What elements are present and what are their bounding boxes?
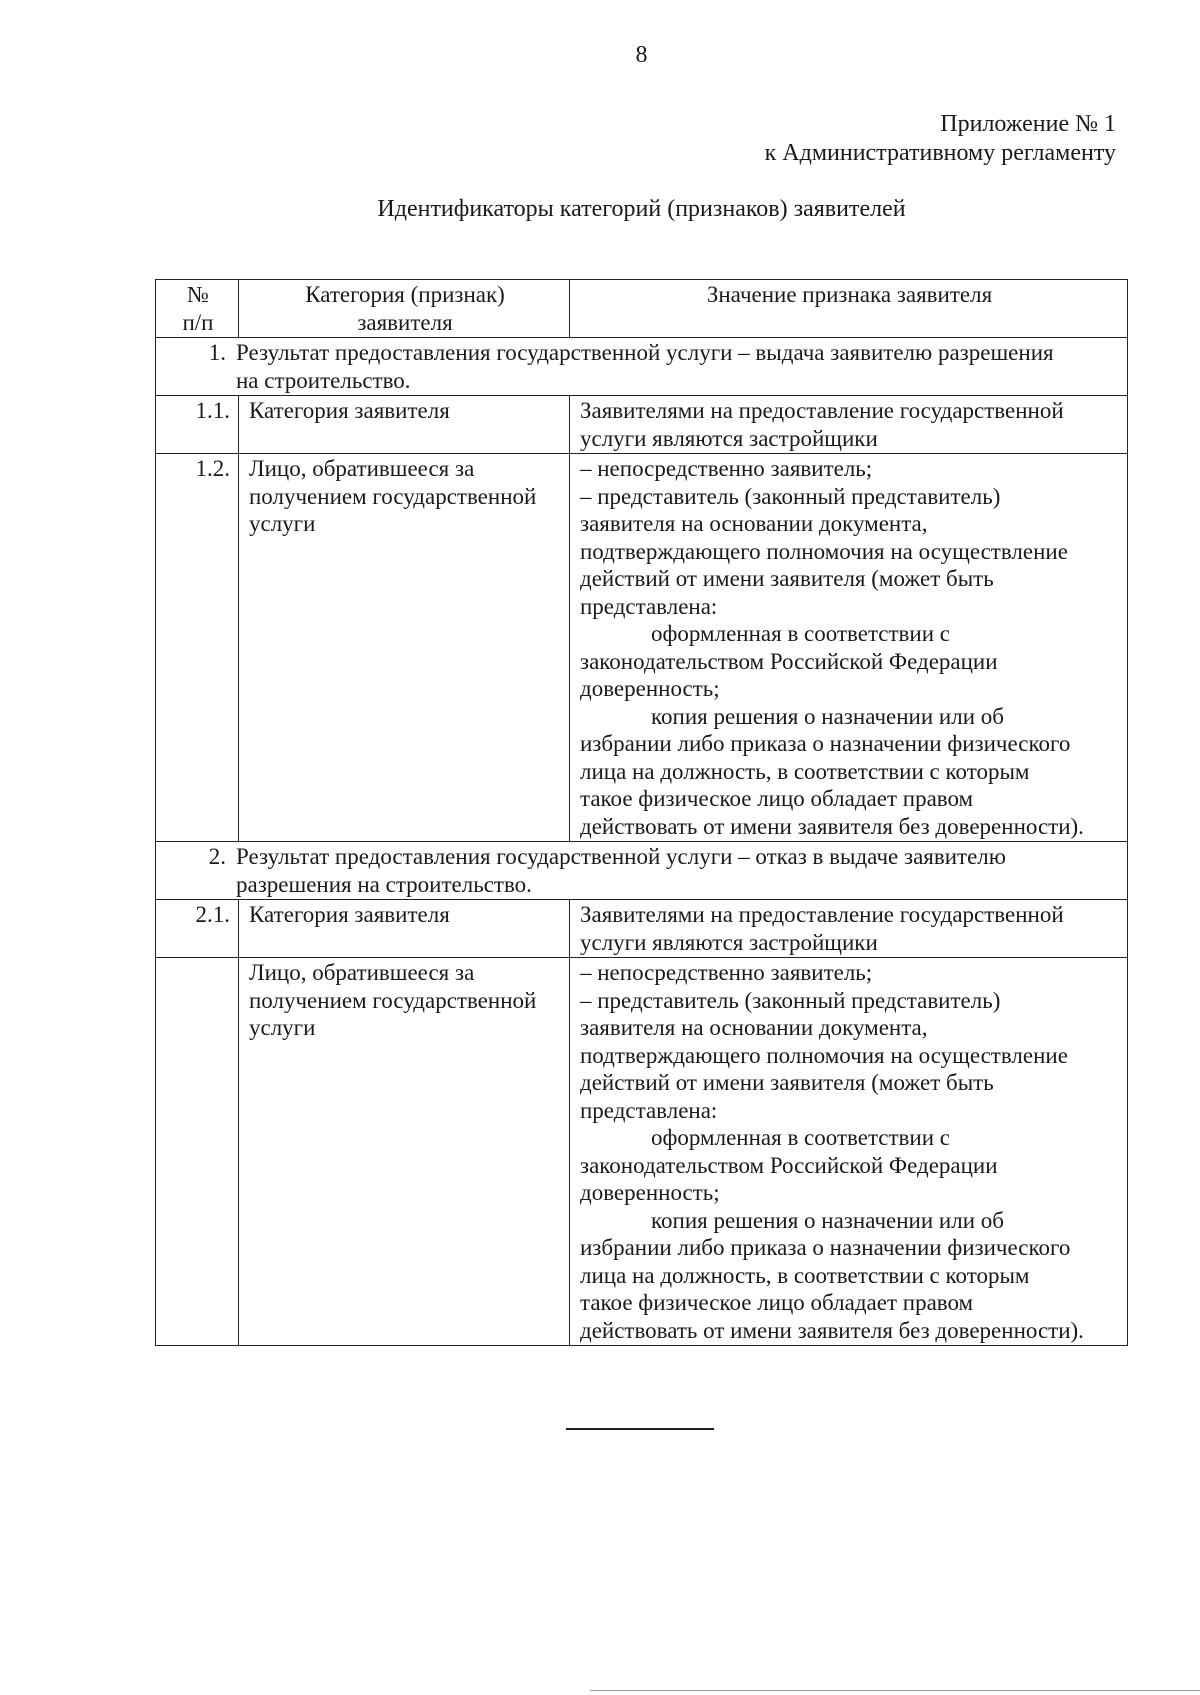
category-line: услуги <box>249 1015 316 1040</box>
value-line: такое физическое лицо обладает правом <box>580 786 974 811</box>
category-line: услуги <box>249 511 316 536</box>
value-line: копия решения о назначении или об <box>651 1207 1004 1233</box>
table-header-row <box>156 280 1128 338</box>
section-line <box>166 871 1119 899</box>
scan-edge-line <box>590 1690 1200 1691</box>
value-line: оформленная в соответствии с <box>651 1125 950 1150</box>
row-category-cell <box>239 958 570 1346</box>
value-line: лица на должность, в соответствии с которым <box>580 1262 1030 1288</box>
document-title: Идентификаторы категорий (признаков) заявителей <box>377 196 906 222</box>
value-line: законодательством Российской Федерации <box>580 1152 998 1178</box>
section-number <box>166 367 236 395</box>
category-line: Лицо, обратившееся за <box>249 456 475 481</box>
value-line: действовать от имени заявителя без доверенности). <box>580 813 1084 839</box>
value-line: копия решения о назначении или об <box>651 703 1004 729</box>
value-line: подтверждающего полномочия на осуществление <box>580 538 1068 564</box>
value-line: Заявителями на предоставление государственной <box>580 398 1064 423</box>
value-line: заявителя на основании документа, <box>580 1015 928 1040</box>
table-row <box>156 396 1128 454</box>
category-line: Категория заявителя <box>249 398 450 423</box>
category-line: Лицо, обратившееся за <box>249 960 475 985</box>
value-line: услуги являются застройщики <box>580 425 878 451</box>
category-line: получением государственной <box>249 483 537 509</box>
category-line: получением государственной <box>249 987 537 1013</box>
row-category-cell <box>239 454 570 842</box>
section-text: Результат предоставления государственной услуги – выдача заявителю разрешения <box>236 340 1054 365</box>
header-value-cell: Значение признака заявителя <box>570 280 1128 338</box>
appendix-line-1: Приложение № 1 <box>940 111 1116 137</box>
value-line: действий от имени заявителя (может быть <box>580 566 994 591</box>
section-text: разрешения на строительство. <box>236 871 532 897</box>
row-value-cell <box>570 454 1128 842</box>
value-line: Заявителями на предоставление государственной <box>580 902 1064 927</box>
value-line: лица на должность, в соответствии с которым <box>580 758 1030 784</box>
value-line: доверенность; <box>580 1180 720 1205</box>
section-line <box>166 843 1119 871</box>
section-cell <box>156 338 1128 396</box>
section-row <box>156 842 1128 900</box>
section-number: 2. <box>208 844 226 869</box>
value-line: оформленная в соответствии с <box>651 621 950 646</box>
value-line: такое физическое лицо обладает правом <box>580 1290 974 1315</box>
table-body <box>156 280 1128 1346</box>
value-line: услуги являются застройщики <box>580 929 878 955</box>
section-number <box>166 871 236 899</box>
value-line: – представитель (законный представитель) <box>580 483 1001 509</box>
section-row <box>156 338 1128 396</box>
row-number-cell <box>156 958 239 1346</box>
value-line: заявителя на основании документа, <box>580 511 928 536</box>
row-number-cell: 1.2. <box>156 454 239 842</box>
appendix-line-2: к Административному регламенту <box>764 140 1116 166</box>
table-row <box>156 958 1128 1346</box>
appendix-label <box>765 110 1116 168</box>
value-line: доверенность; <box>580 676 720 701</box>
header-num-line: № <box>187 282 209 307</box>
value-line: – непосредственно заявитель; <box>580 960 873 985</box>
row-category-cell <box>239 396 570 454</box>
row-value-cell <box>570 958 1128 1346</box>
section-line <box>166 339 1119 367</box>
categories-table <box>155 279 1128 1346</box>
category-line: Категория заявителя <box>249 902 450 927</box>
header-category-cell <box>239 280 570 338</box>
header-num-cell <box>156 280 239 338</box>
row-value-cell <box>570 396 1128 454</box>
section-text: на строительство. <box>236 367 411 393</box>
value-line: подтверждающего полномочия на осуществление <box>580 1042 1068 1068</box>
value-line: – непосредственно заявитель; <box>580 456 873 481</box>
footer-rule <box>566 1428 714 1430</box>
header-category-line: Категория (признак) <box>305 282 505 307</box>
table-row <box>156 454 1128 842</box>
header-num-line: п/п <box>182 309 214 335</box>
page-number: 8 <box>635 42 648 68</box>
value-line: законодательством Российской Федерации <box>580 648 998 674</box>
table-row <box>156 900 1128 958</box>
row-category-cell <box>239 900 570 958</box>
value-line: действий от имени заявителя (может быть <box>580 1070 994 1095</box>
header-category-line: заявителя <box>357 309 453 335</box>
section-text: Результат предоставления государственной услуги – отказ в выдаче заявителю <box>236 844 1006 869</box>
value-line: представлена: <box>580 1097 718 1123</box>
row-value-cell <box>570 900 1128 958</box>
value-line: – представитель (законный представитель) <box>580 987 1001 1013</box>
row-number-cell: 1.1. <box>156 396 239 454</box>
row-number-cell: 2.1. <box>156 900 239 958</box>
value-line: избрании либо приказа о назначении физического <box>580 1235 1071 1260</box>
value-line: действовать от имени заявителя без доверенности). <box>580 1317 1084 1343</box>
section-line <box>166 367 1119 395</box>
section-number: 1. <box>208 340 226 365</box>
section-cell <box>156 842 1128 900</box>
value-line: избрании либо приказа о назначении физического <box>580 731 1071 756</box>
value-line: представлена: <box>580 593 718 619</box>
